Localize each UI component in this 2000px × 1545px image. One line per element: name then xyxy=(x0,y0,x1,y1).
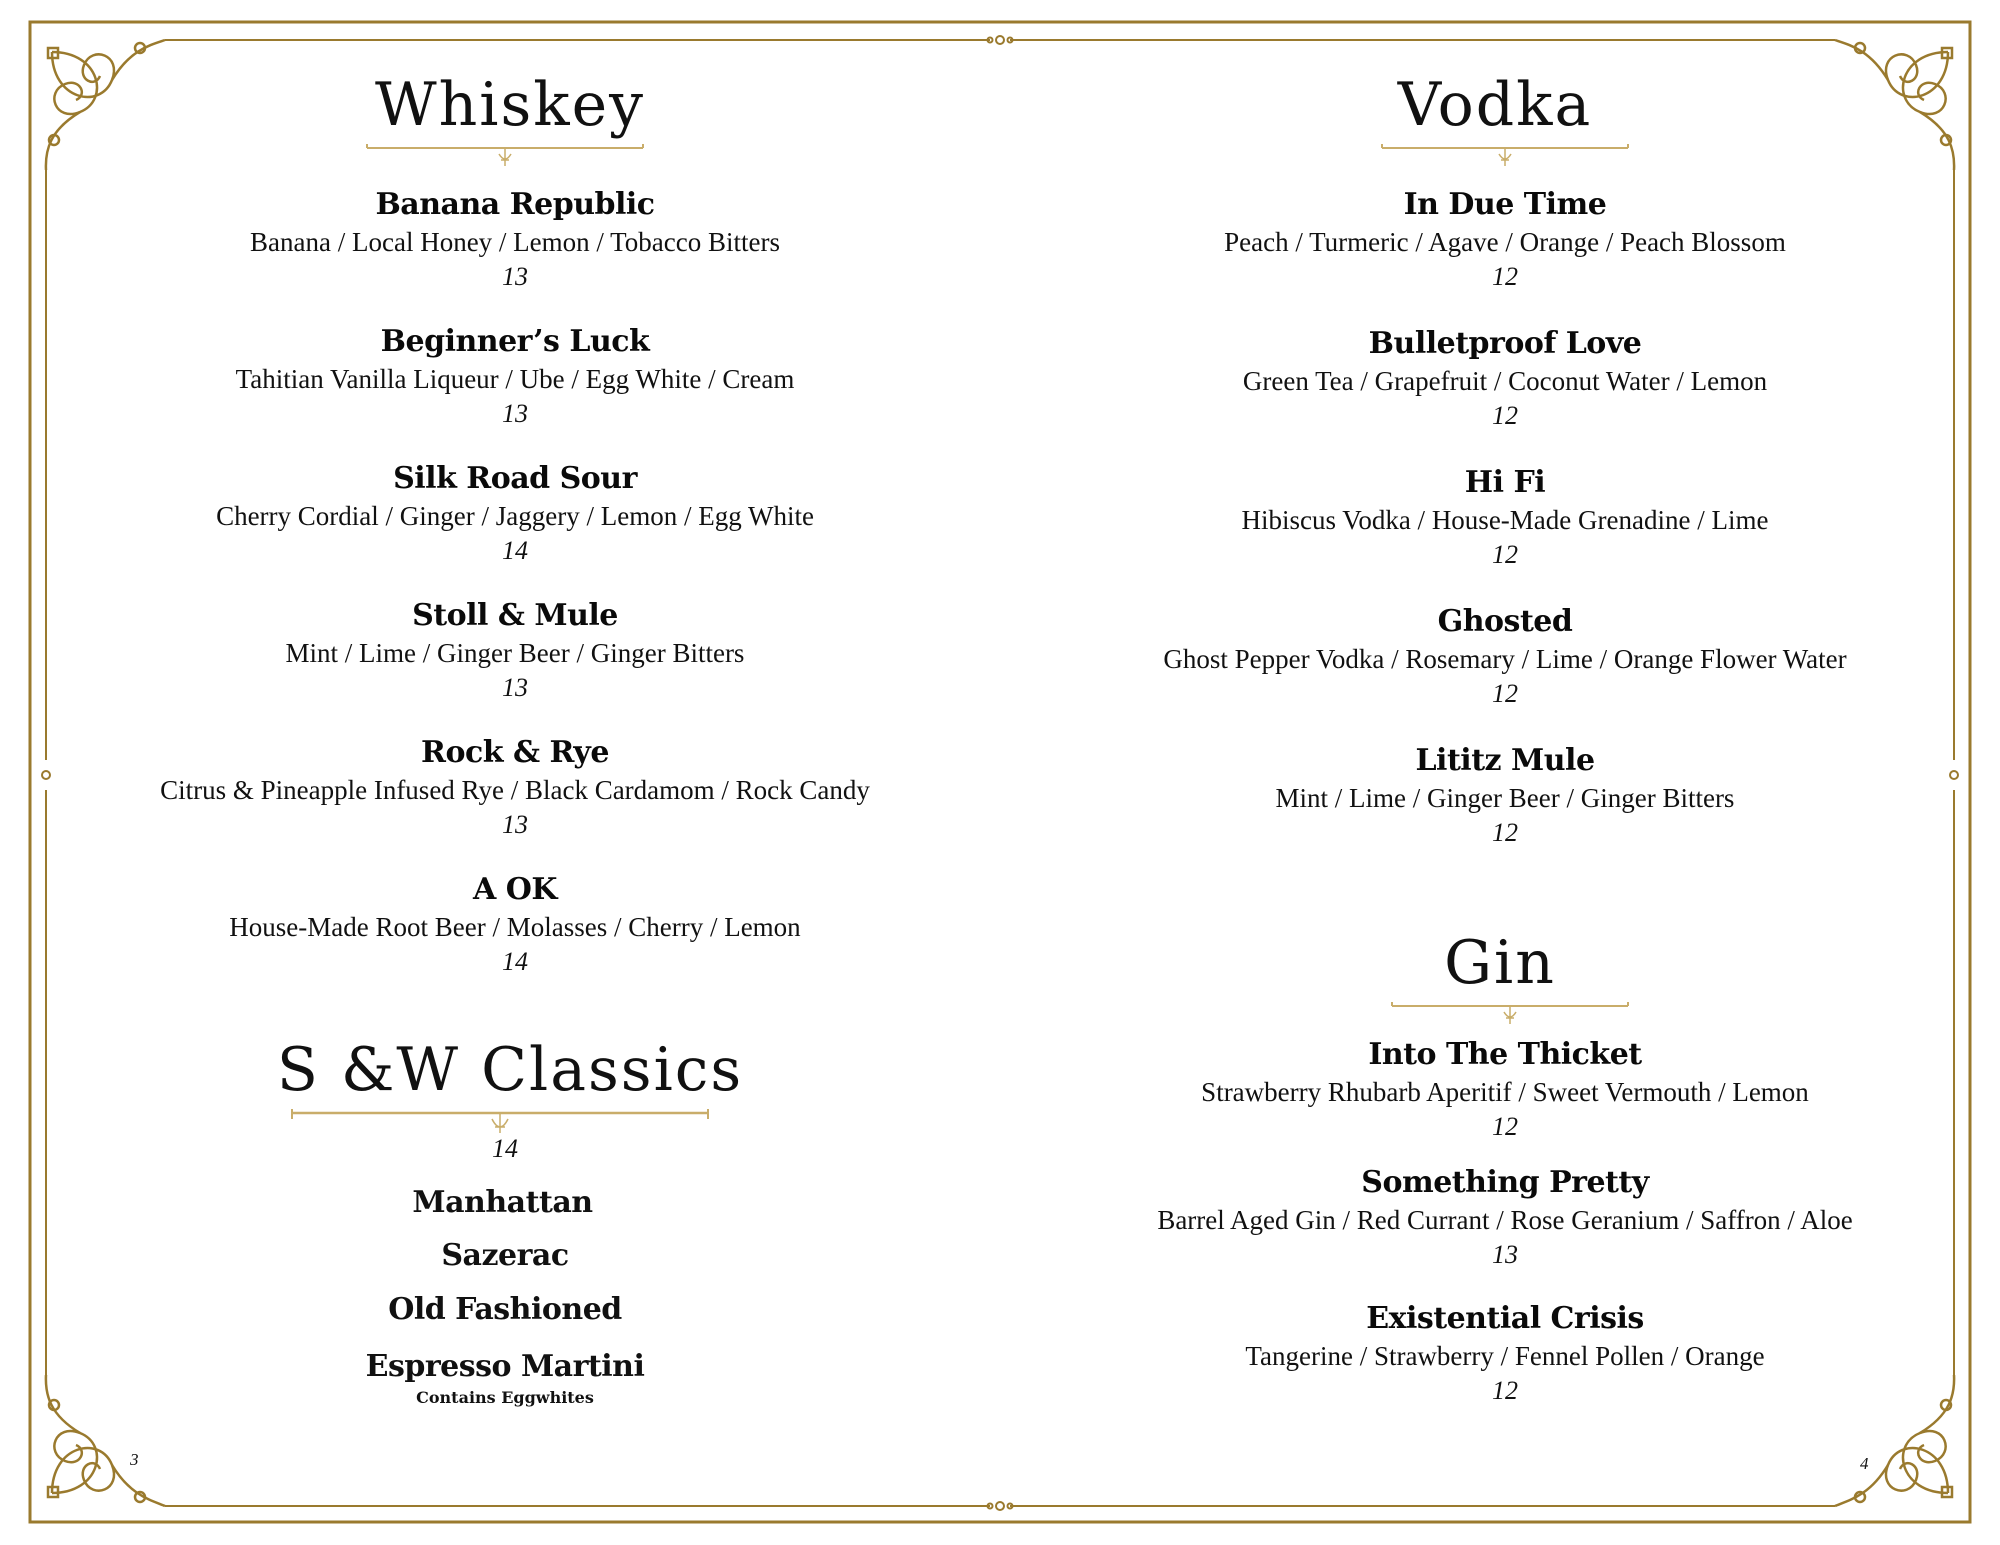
drink-name: Into The Thicket xyxy=(1368,1037,1642,1072)
drink-price: 12 xyxy=(1492,679,1518,708)
section-heading-whiskey: Whiskey xyxy=(374,70,646,140)
drink-price: 13 xyxy=(502,673,528,702)
menu-item xyxy=(40,597,990,705)
menu-item xyxy=(40,460,990,568)
page-number-left: 3 xyxy=(130,1450,139,1469)
drink-ingredients: Tahitian Vanilla Liqueur / Ube / Egg White / Cream xyxy=(235,364,795,394)
drink-price: 12 xyxy=(1492,262,1518,291)
drink-name: Ghosted xyxy=(1437,604,1573,639)
menu-item xyxy=(40,734,990,842)
section-heading-vodka: Vodka xyxy=(1397,70,1593,140)
heading-divider xyxy=(1380,140,1630,170)
drink-name: Hi Fi xyxy=(1464,465,1546,500)
menu-item xyxy=(1050,742,1960,850)
drink-ingredients: Cherry Cordial / Ginger / Jaggery / Lemon / Egg White xyxy=(216,501,814,531)
drink-ingredients: Tangerine / Strawberry / Fennel Pollen / Orange xyxy=(1245,1341,1765,1371)
drink-name: Lititz Mule xyxy=(1415,743,1595,778)
drink-price: 13 xyxy=(1492,1240,1518,1269)
drink-ingredients: Green Tea / Grapefruit / Coconut Water / Lemon xyxy=(1242,366,1768,396)
section-heading-classics: S &W Classics xyxy=(276,1035,744,1105)
drink-ingredients: Barrel Aged Gin / Red Currant / Rose Geranium / Saffron / Aloe xyxy=(1157,1205,1853,1235)
drink-name: Bulletproof Love xyxy=(1368,326,1642,361)
menu-item xyxy=(40,871,990,979)
drink-name: Rock & Rye xyxy=(421,735,609,770)
drink-name: In Due Time xyxy=(1403,187,1607,222)
drink-price: 12 xyxy=(1492,1112,1518,1141)
menu-item xyxy=(1050,603,1960,711)
gin-section-header xyxy=(1010,928,1960,1028)
menu-item xyxy=(40,323,990,431)
drink-price: 12 xyxy=(1492,1376,1518,1405)
drink-price: 14 xyxy=(502,536,528,565)
classics-price: 14 xyxy=(492,1134,518,1163)
drink-name: Something Pretty xyxy=(1361,1165,1649,1200)
menu-item xyxy=(1050,464,1960,572)
drink-price: 13 xyxy=(502,810,528,839)
heading-divider xyxy=(1390,998,1630,1028)
drink-name: Silk Road Sour xyxy=(393,461,637,496)
drink-name: Stoll & Mule xyxy=(412,598,618,633)
page-number-right: 4 xyxy=(1860,1454,1869,1473)
section-heading-gin: Gin xyxy=(1444,928,1556,998)
menu-item xyxy=(1050,186,1960,294)
drink-ingredients: Peach / Turmeric / Agave / Orange / Peach Blossom xyxy=(1224,227,1786,257)
menu-item xyxy=(1050,325,1960,433)
heading-divider xyxy=(365,140,645,170)
classics-section-header xyxy=(40,1035,990,1139)
drink-price: 12 xyxy=(1492,401,1518,430)
drink-price: 13 xyxy=(502,399,528,428)
drink-ingredients: Hibiscus Vodka / House-Made Grenadine / Lime xyxy=(1241,505,1769,535)
drink-name: Banana Republic xyxy=(375,187,655,222)
menu-item xyxy=(1050,1036,1960,1144)
classic-drink-name: Manhattan xyxy=(412,1185,593,1220)
drink-price: 14 xyxy=(502,947,528,976)
drink-price: 12 xyxy=(1492,540,1518,569)
drink-name: Beginner’s Luck xyxy=(380,324,650,359)
whiskey-section-header xyxy=(40,70,990,170)
menu-item xyxy=(1050,1300,1960,1408)
menu-item xyxy=(40,186,990,294)
classic-drink-name: Espresso Martini xyxy=(365,1349,645,1384)
classic-drink-name: Sazerac xyxy=(441,1238,569,1273)
drink-name: Existential Crisis xyxy=(1366,1301,1644,1336)
drink-ingredients: Banana / Local Honey / Lemon / Tobacco Bitters xyxy=(250,227,780,257)
drink-name: A OK xyxy=(473,872,557,907)
menu-page-right xyxy=(1010,0,1960,1545)
drink-price: 12 xyxy=(1492,818,1518,847)
drink-price: 13 xyxy=(502,262,528,291)
menu-item xyxy=(1050,1164,1960,1272)
drink-ingredients: Citrus & Pineapple Infused Rye / Black Cardamom / Rock Candy xyxy=(160,775,870,805)
classic-drink-name: Old Fashioned xyxy=(388,1292,622,1327)
drink-ingredients: Mint / Lime / Ginger Beer / Ginger Bitters xyxy=(285,638,745,668)
drink-ingredients: Ghost Pepper Vodka / Rosemary / Lime / Orange Flower Water xyxy=(1163,644,1847,674)
drink-ingredients: Strawberry Rhubarb Aperitif / Sweet Vermouth / Lemon xyxy=(1201,1077,1809,1107)
drink-ingredients: House-Made Root Beer / Molasses / Cherry / Lemon xyxy=(229,912,801,942)
vodka-section-header xyxy=(1010,70,1960,170)
drink-ingredients: Mint / Lime / Ginger Beer / Ginger Bitters xyxy=(1275,783,1735,813)
classic-drink-note: Contains Eggwhites xyxy=(416,1388,594,1407)
menu-page-left xyxy=(40,0,990,1545)
